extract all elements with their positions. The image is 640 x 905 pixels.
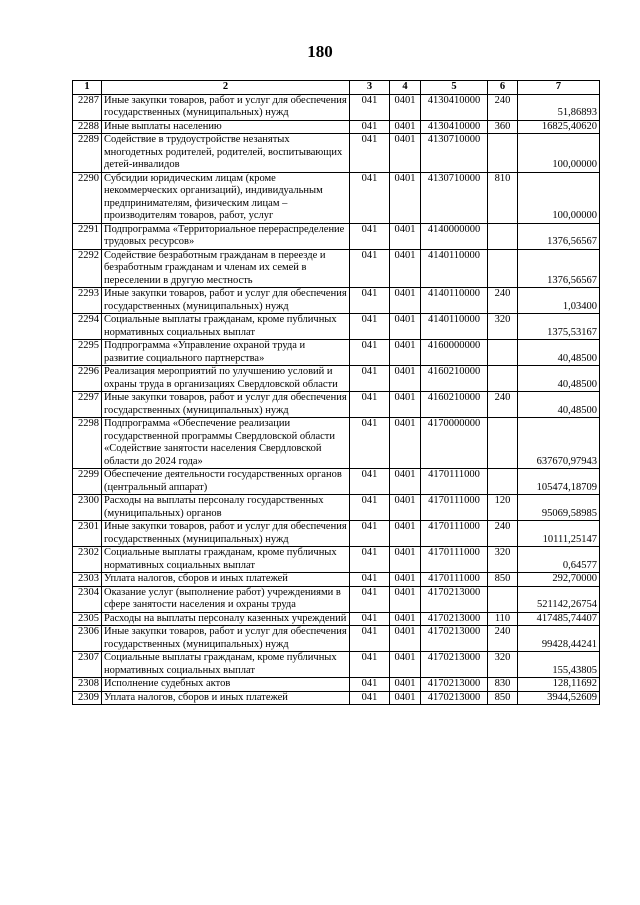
expense-kind-code-cell: 240 xyxy=(488,392,518,418)
column-header: 3 xyxy=(350,81,390,95)
table-row xyxy=(73,521,600,547)
row-number-cell: 2288 xyxy=(73,120,102,134)
table-row xyxy=(73,691,600,705)
row-number-cell: 2307 xyxy=(73,652,102,678)
row-number-cell: 2302 xyxy=(73,547,102,573)
expense-name-cell: Уплата налогов, сборов и иных платежей xyxy=(102,573,350,587)
row-number-cell: 2294 xyxy=(73,314,102,340)
target-article-code-cell: 4160210000 xyxy=(421,392,488,418)
expense-kind-code-cell: 240 xyxy=(488,288,518,314)
amount-cell: 155,43805 xyxy=(518,652,600,678)
amount-cell: 3944,52609 xyxy=(518,691,600,705)
target-article-code-cell: 4170111000 xyxy=(421,547,488,573)
target-article-code-cell: 4130710000 xyxy=(421,134,488,173)
page-number: 180 xyxy=(307,42,333,61)
section-code-cell: 0401 xyxy=(390,652,421,678)
expense-kind-code-cell: 850 xyxy=(488,691,518,705)
amount-cell: 40,48500 xyxy=(518,392,600,418)
row-number-cell: 2292 xyxy=(73,249,102,288)
ministry-code-cell: 041 xyxy=(350,366,390,392)
target-article-code-cell: 4170213000 xyxy=(421,652,488,678)
row-number-cell: 2297 xyxy=(73,392,102,418)
target-article-code-cell: 4170213000 xyxy=(421,678,488,692)
amount-cell: 128,11692 xyxy=(518,678,600,692)
table-row xyxy=(73,223,600,249)
row-number-cell: 2301 xyxy=(73,521,102,547)
expense-name-cell: Иные закупки товаров, работ и услуг для обеспечения государственных (муниципальных) нужд xyxy=(102,521,350,547)
amount-cell: 1376,56567 xyxy=(518,223,600,249)
expense-kind-code-cell: 810 xyxy=(488,172,518,223)
expense-kind-code-cell: 240 xyxy=(488,626,518,652)
ministry-code-cell: 041 xyxy=(350,573,390,587)
section-code-cell: 0401 xyxy=(390,691,421,705)
expense-name-cell: Социальные выплаты гражданам, кроме публичных нормативных социальных выплат xyxy=(102,314,350,340)
target-article-code-cell: 4140110000 xyxy=(421,249,488,288)
expense-kind-code-cell: 110 xyxy=(488,612,518,626)
section-code-cell: 0401 xyxy=(390,678,421,692)
row-number-cell: 2290 xyxy=(73,172,102,223)
amount-cell: 95069,58985 xyxy=(518,495,600,521)
row-number-cell: 2296 xyxy=(73,366,102,392)
expense-kind-code-cell xyxy=(488,249,518,288)
expense-name-cell: Уплата налогов, сборов и иных платежей xyxy=(102,691,350,705)
expense-kind-code-cell: 360 xyxy=(488,120,518,134)
section-code-cell: 0401 xyxy=(390,521,421,547)
row-number-cell: 2299 xyxy=(73,469,102,495)
target-article-code-cell: 4140110000 xyxy=(421,288,488,314)
section-code-cell: 0401 xyxy=(390,469,421,495)
table-row xyxy=(73,469,600,495)
target-article-code-cell: 4160210000 xyxy=(421,366,488,392)
section-code-cell: 0401 xyxy=(390,612,421,626)
amount-cell: 99428,44241 xyxy=(518,626,600,652)
row-number-cell: 2287 xyxy=(73,94,102,120)
expense-name-cell: Подпрограмма «Управление охраной труда и развитие социального партнерства» xyxy=(102,340,350,366)
expense-name-cell: Социальные выплаты гражданам, кроме публичных нормативных социальных выплат xyxy=(102,547,350,573)
ministry-code-cell: 041 xyxy=(350,521,390,547)
expense-name-cell: Расходы на выплаты персоналу казенных учреждений xyxy=(102,612,350,626)
expense-name-cell: Обеспечение деятельности государственных органов (центральный аппарат) xyxy=(102,469,350,495)
column-header: 2 xyxy=(102,81,350,95)
amount-cell: 10111,25147 xyxy=(518,521,600,547)
table-row xyxy=(73,612,600,626)
ministry-code-cell: 041 xyxy=(350,134,390,173)
section-code-cell: 0401 xyxy=(390,314,421,340)
section-code-cell: 0401 xyxy=(390,223,421,249)
expense-kind-code-cell: 320 xyxy=(488,314,518,340)
budget-table xyxy=(72,80,600,705)
amount-cell: 100,00000 xyxy=(518,134,600,173)
table-row xyxy=(73,366,600,392)
expense-name-cell: Социальные выплаты гражданам, кроме публичных нормативных социальных выплат xyxy=(102,652,350,678)
amount-cell: 40,48500 xyxy=(518,340,600,366)
section-code-cell: 0401 xyxy=(390,392,421,418)
target-article-code-cell: 4170213000 xyxy=(421,691,488,705)
row-number-cell: 2298 xyxy=(73,418,102,469)
target-article-code-cell: 4170000000 xyxy=(421,418,488,469)
expense-kind-code-cell: 320 xyxy=(488,652,518,678)
expense-kind-code-cell: 240 xyxy=(488,94,518,120)
table-row xyxy=(73,573,600,587)
expense-name-cell: Содействие в трудоустройстве незанятых многодетных родителей, родителей, воспитывающих детей-инвалидов xyxy=(102,134,350,173)
amount-cell: 521142,26754 xyxy=(518,586,600,612)
row-number-cell: 2304 xyxy=(73,586,102,612)
table-row xyxy=(73,418,600,469)
table-row xyxy=(73,678,600,692)
ministry-code-cell: 041 xyxy=(350,495,390,521)
ministry-code-cell: 041 xyxy=(350,418,390,469)
expense-name-cell: Иные закупки товаров, работ и услуг для обеспечения государственных (муниципальных) нужд xyxy=(102,392,350,418)
amount-cell: 40,48500 xyxy=(518,366,600,392)
row-number-cell: 2308 xyxy=(73,678,102,692)
target-article-code-cell: 4170213000 xyxy=(421,626,488,652)
expense-kind-code-cell xyxy=(488,469,518,495)
section-code-cell: 0401 xyxy=(390,586,421,612)
table-row xyxy=(73,626,600,652)
column-header: 1 xyxy=(73,81,102,95)
expense-name-cell: Субсидии юридическим лицам (кроме некоммерческих организаций), индивидуальным предпринимателям, физическим лицам – производителям товаров, работ, услуг xyxy=(102,172,350,223)
section-code-cell: 0401 xyxy=(390,573,421,587)
ministry-code-cell: 041 xyxy=(350,678,390,692)
expense-kind-code-cell xyxy=(488,340,518,366)
target-article-code-cell: 4170111000 xyxy=(421,495,488,521)
target-article-code-cell: 4170111000 xyxy=(421,573,488,587)
section-code-cell: 0401 xyxy=(390,626,421,652)
ministry-code-cell: 041 xyxy=(350,94,390,120)
amount-cell: 1376,56567 xyxy=(518,249,600,288)
amount-cell: 1375,53167 xyxy=(518,314,600,340)
section-code-cell: 0401 xyxy=(390,340,421,366)
table-row xyxy=(73,288,600,314)
ministry-code-cell: 041 xyxy=(350,469,390,495)
column-header: 5 xyxy=(421,81,488,95)
ministry-code-cell: 041 xyxy=(350,547,390,573)
column-header: 7 xyxy=(518,81,600,95)
section-code-cell: 0401 xyxy=(390,547,421,573)
table-row xyxy=(73,249,600,288)
section-code-cell: 0401 xyxy=(390,495,421,521)
row-number-cell: 2289 xyxy=(73,134,102,173)
expense-name-cell: Подпрограмма «Территориальное перераспределение трудовых ресурсов» xyxy=(102,223,350,249)
expense-kind-code-cell: 830 xyxy=(488,678,518,692)
expense-kind-code-cell xyxy=(488,134,518,173)
amount-cell: 105474,18709 xyxy=(518,469,600,495)
table-row xyxy=(73,586,600,612)
row-number-cell: 2306 xyxy=(73,626,102,652)
section-code-cell: 0401 xyxy=(390,172,421,223)
table-row xyxy=(73,547,600,573)
table-row xyxy=(73,495,600,521)
table-body xyxy=(73,94,600,705)
ministry-code-cell: 041 xyxy=(350,392,390,418)
expense-name-cell: Иные закупки товаров, работ и услуг для обеспечения государственных (муниципальных) нужд xyxy=(102,626,350,652)
expense-kind-code-cell xyxy=(488,223,518,249)
row-number-cell: 2293 xyxy=(73,288,102,314)
expense-name-cell: Иные выплаты населению xyxy=(102,120,350,134)
target-article-code-cell: 4170111000 xyxy=(421,521,488,547)
target-article-code-cell: 4130410000 xyxy=(421,94,488,120)
ministry-code-cell: 041 xyxy=(350,223,390,249)
ministry-code-cell: 041 xyxy=(350,626,390,652)
target-article-code-cell: 4170213000 xyxy=(421,612,488,626)
expense-kind-code-cell xyxy=(488,418,518,469)
expense-name-cell: Реализация мероприятий по улучшению условий и охраны труда в организациях Свердловской области xyxy=(102,366,350,392)
expense-name-cell: Исполнение судебных актов xyxy=(102,678,350,692)
table-row xyxy=(73,340,600,366)
section-code-cell: 0401 xyxy=(390,418,421,469)
table-row xyxy=(73,120,600,134)
section-code-cell: 0401 xyxy=(390,288,421,314)
expense-kind-code-cell: 120 xyxy=(488,495,518,521)
expense-name-cell: Оказание услуг (выполнение работ) учреждениями в сфере занятости населения и охраны труда xyxy=(102,586,350,612)
row-number-cell: 2309 xyxy=(73,691,102,705)
row-number-cell: 2305 xyxy=(73,612,102,626)
section-code-cell: 0401 xyxy=(390,94,421,120)
amount-cell: 1,03400 xyxy=(518,288,600,314)
expense-kind-code-cell xyxy=(488,586,518,612)
table-header-row xyxy=(73,81,600,95)
column-header: 4 xyxy=(390,81,421,95)
row-number-cell: 2291 xyxy=(73,223,102,249)
table-row xyxy=(73,652,600,678)
expense-name-cell: Подпрограмма «Обеспечение реализации государственной программы Свердловской области «Содействие занятости населения Свердловской области до 2024 года» xyxy=(102,418,350,469)
ministry-code-cell: 041 xyxy=(350,172,390,223)
amount-cell: 292,70000 xyxy=(518,573,600,587)
table-row xyxy=(73,392,600,418)
amount-cell: 51,86893 xyxy=(518,94,600,120)
expense-kind-code-cell: 850 xyxy=(488,573,518,587)
row-number-cell: 2303 xyxy=(73,573,102,587)
table-row xyxy=(73,172,600,223)
target-article-code-cell: 4140110000 xyxy=(421,314,488,340)
ministry-code-cell: 041 xyxy=(350,340,390,366)
section-code-cell: 0401 xyxy=(390,120,421,134)
expense-name-cell: Иные закупки товаров, работ и услуг для обеспечения государственных (муниципальных) нужд xyxy=(102,288,350,314)
table-row xyxy=(73,134,600,173)
ministry-code-cell: 041 xyxy=(350,652,390,678)
target-article-code-cell: 4140000000 xyxy=(421,223,488,249)
section-code-cell: 0401 xyxy=(390,249,421,288)
section-code-cell: 0401 xyxy=(390,134,421,173)
expense-kind-code-cell: 320 xyxy=(488,547,518,573)
ministry-code-cell: 041 xyxy=(350,691,390,705)
target-article-code-cell: 4130410000 xyxy=(421,120,488,134)
amount-cell: 637670,97943 xyxy=(518,418,600,469)
ministry-code-cell: 041 xyxy=(350,314,390,340)
ministry-code-cell: 041 xyxy=(350,612,390,626)
ministry-code-cell: 041 xyxy=(350,586,390,612)
expense-name-cell: Иные закупки товаров, работ и услуг для обеспечения государственных (муниципальных) нужд xyxy=(102,94,350,120)
amount-cell: 16825,40620 xyxy=(518,120,600,134)
amount-cell: 417485,74407 xyxy=(518,612,600,626)
ministry-code-cell: 041 xyxy=(350,249,390,288)
expense-kind-code-cell xyxy=(488,366,518,392)
ministry-code-cell: 041 xyxy=(350,288,390,314)
target-article-code-cell: 4160000000 xyxy=(421,340,488,366)
amount-cell: 0,64577 xyxy=(518,547,600,573)
section-code-cell: 0401 xyxy=(390,366,421,392)
target-article-code-cell: 4170111000 xyxy=(421,469,488,495)
table-row xyxy=(73,94,600,120)
target-article-code-cell: 4170213000 xyxy=(421,586,488,612)
expense-name-cell: Содействие безработным гражданам в переезде и безработным гражданам и членам их семей в переселении в другую местность xyxy=(102,249,350,288)
expense-name-cell: Расходы на выплаты персоналу государственных (муниципальных) органов xyxy=(102,495,350,521)
row-number-cell: 2295 xyxy=(73,340,102,366)
table-row xyxy=(73,314,600,340)
amount-cell: 100,00000 xyxy=(518,172,600,223)
target-article-code-cell: 4130710000 xyxy=(421,172,488,223)
ministry-code-cell: 041 xyxy=(350,120,390,134)
expense-kind-code-cell: 240 xyxy=(488,521,518,547)
column-header: 6 xyxy=(488,81,518,95)
row-number-cell: 2300 xyxy=(73,495,102,521)
